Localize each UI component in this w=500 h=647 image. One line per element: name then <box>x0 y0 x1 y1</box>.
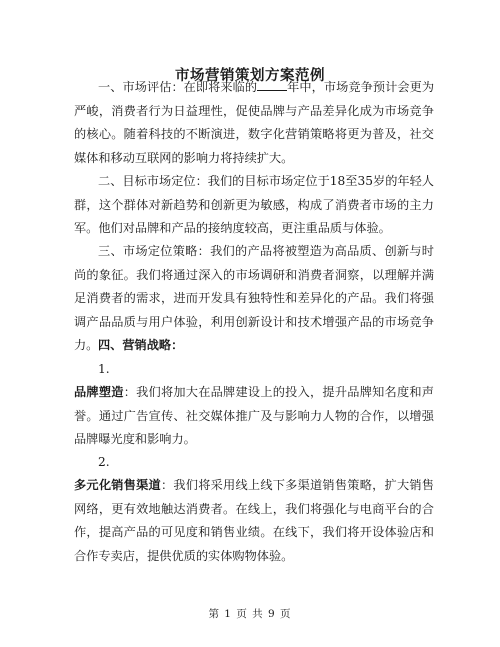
list-item-sales-channels <box>74 474 434 568</box>
list-item-label: 多元化销售渠道 <box>74 478 161 492</box>
paragraph-market-assessment <box>74 76 434 170</box>
paragraph-text: 一、市场评估：在即将来临的 <box>98 80 258 94</box>
blank-underline <box>257 78 287 91</box>
list-item-text: ：我们将采用线上线下多渠道销售策略，扩大销售网络，更有效地触达消费者。在线上，我们将强化与电商平台的合作，提高产品的可见度和销售业绩。在线下，我们将开设体验店和合作专卖店，提供优质的实体购物体验。 <box>74 478 434 563</box>
paragraph-text: 年中，市场竞争预计会更为严峻，消费者行为日益理性，促使品牌与产品差异化成为市场竞争的核心。随着科技的不断演进，数字化营销策略将更为普及，社交媒体和移动互联网的影响力将持续扩大。 <box>74 80 435 165</box>
document-title: 市场营销策划方案范例 <box>175 67 325 84</box>
list-item-label: 品牌塑造 <box>74 385 124 399</box>
paragraph-positioning-strategy: 三、市场定位策略：我们的产品将被塑造为高品质、创新与时尚的象征。我们将通过深入的市场调研和消费者洞察，以理解并满足消费者的需求，进而开发具有独特性和差异化的产品。我们将强调产品品质与用户体验，利用创新设计和技术增强产品的市场竞争力。 <box>74 244 434 352</box>
list-item-text: ：我们将加大在品牌建设上的投入，提升品牌知名度和声誉。通过广告宣传、社交媒体推广及与影响力人物的合作，以增强品牌曝光度和影响力。 <box>74 385 434 446</box>
section-heading-marketing-strategy: 四、营销战略： <box>98 338 184 352</box>
list-number: 2. <box>98 455 110 469</box>
page-number-footer: 第 1 页 共 9 页 <box>208 608 292 620</box>
paragraph-target-market: 二、目标市场定位：我们的目标市场定位于18至35岁的年轻人群，这个群体对新趋势和创新更为敏感，构成了消费者市场的主力军。他们对品牌和产品的接纳度较高，更注重品质与体验。 <box>74 174 434 235</box>
list-number: 1. <box>98 362 110 376</box>
list-item-brand-building <box>74 381 434 452</box>
